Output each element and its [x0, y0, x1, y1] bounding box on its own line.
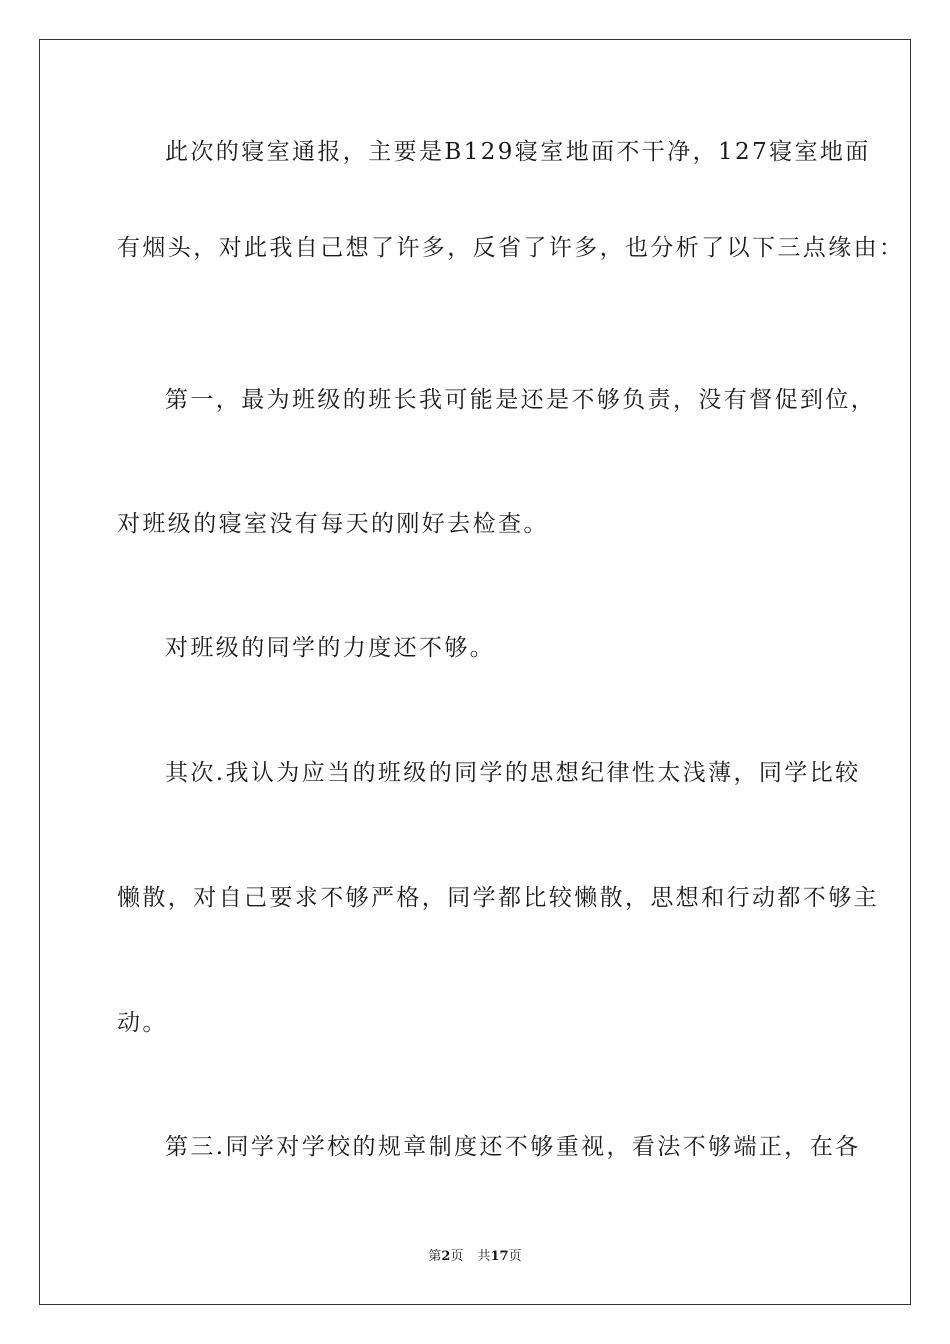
- paragraph-line-4: 对班级的寝室没有每天的刚好去检查。: [117, 511, 549, 537]
- footer-total-prefix: 共: [477, 1249, 491, 1264]
- paragraph-line-7: 懒散，对自己要求不够严格，同学都比较懒散，思想和行动都不够主: [117, 885, 879, 911]
- footer-page-suffix: 页: [450, 1249, 464, 1264]
- paragraph-line-5: 对班级的同学的力度还不够。: [165, 635, 496, 661]
- footer-page-number: 2: [441, 1249, 451, 1264]
- footer-total-number: 17: [490, 1249, 509, 1264]
- paragraph-line-1: 此次的寝室通报，主要是B129寝室地面不干净，127寝室地面: [165, 139, 871, 165]
- paragraph-line-6: 其次.我认为应当的班级的同学的思想纪律性太浅薄，同学比较: [165, 760, 861, 786]
- page-footer: [0, 1248, 950, 1266]
- paragraph-line-8: 动。: [117, 1010, 168, 1036]
- paragraph-line-2: 有烟头，对此我自己想了许多，反省了许多，也分析了以下三点缘由：: [117, 235, 905, 261]
- page-border: [39, 39, 911, 1305]
- paragraph-line-9: 第三.同学对学校的规章制度还不够重视，看法不够端正，在各: [165, 1134, 861, 1160]
- paragraph-line-3: 第一，最为班级的班长我可能是还是不够负责，没有督促到位，: [165, 387, 877, 413]
- footer-page-prefix: 第: [428, 1249, 442, 1264]
- footer-total-suffix: 页: [508, 1249, 522, 1264]
